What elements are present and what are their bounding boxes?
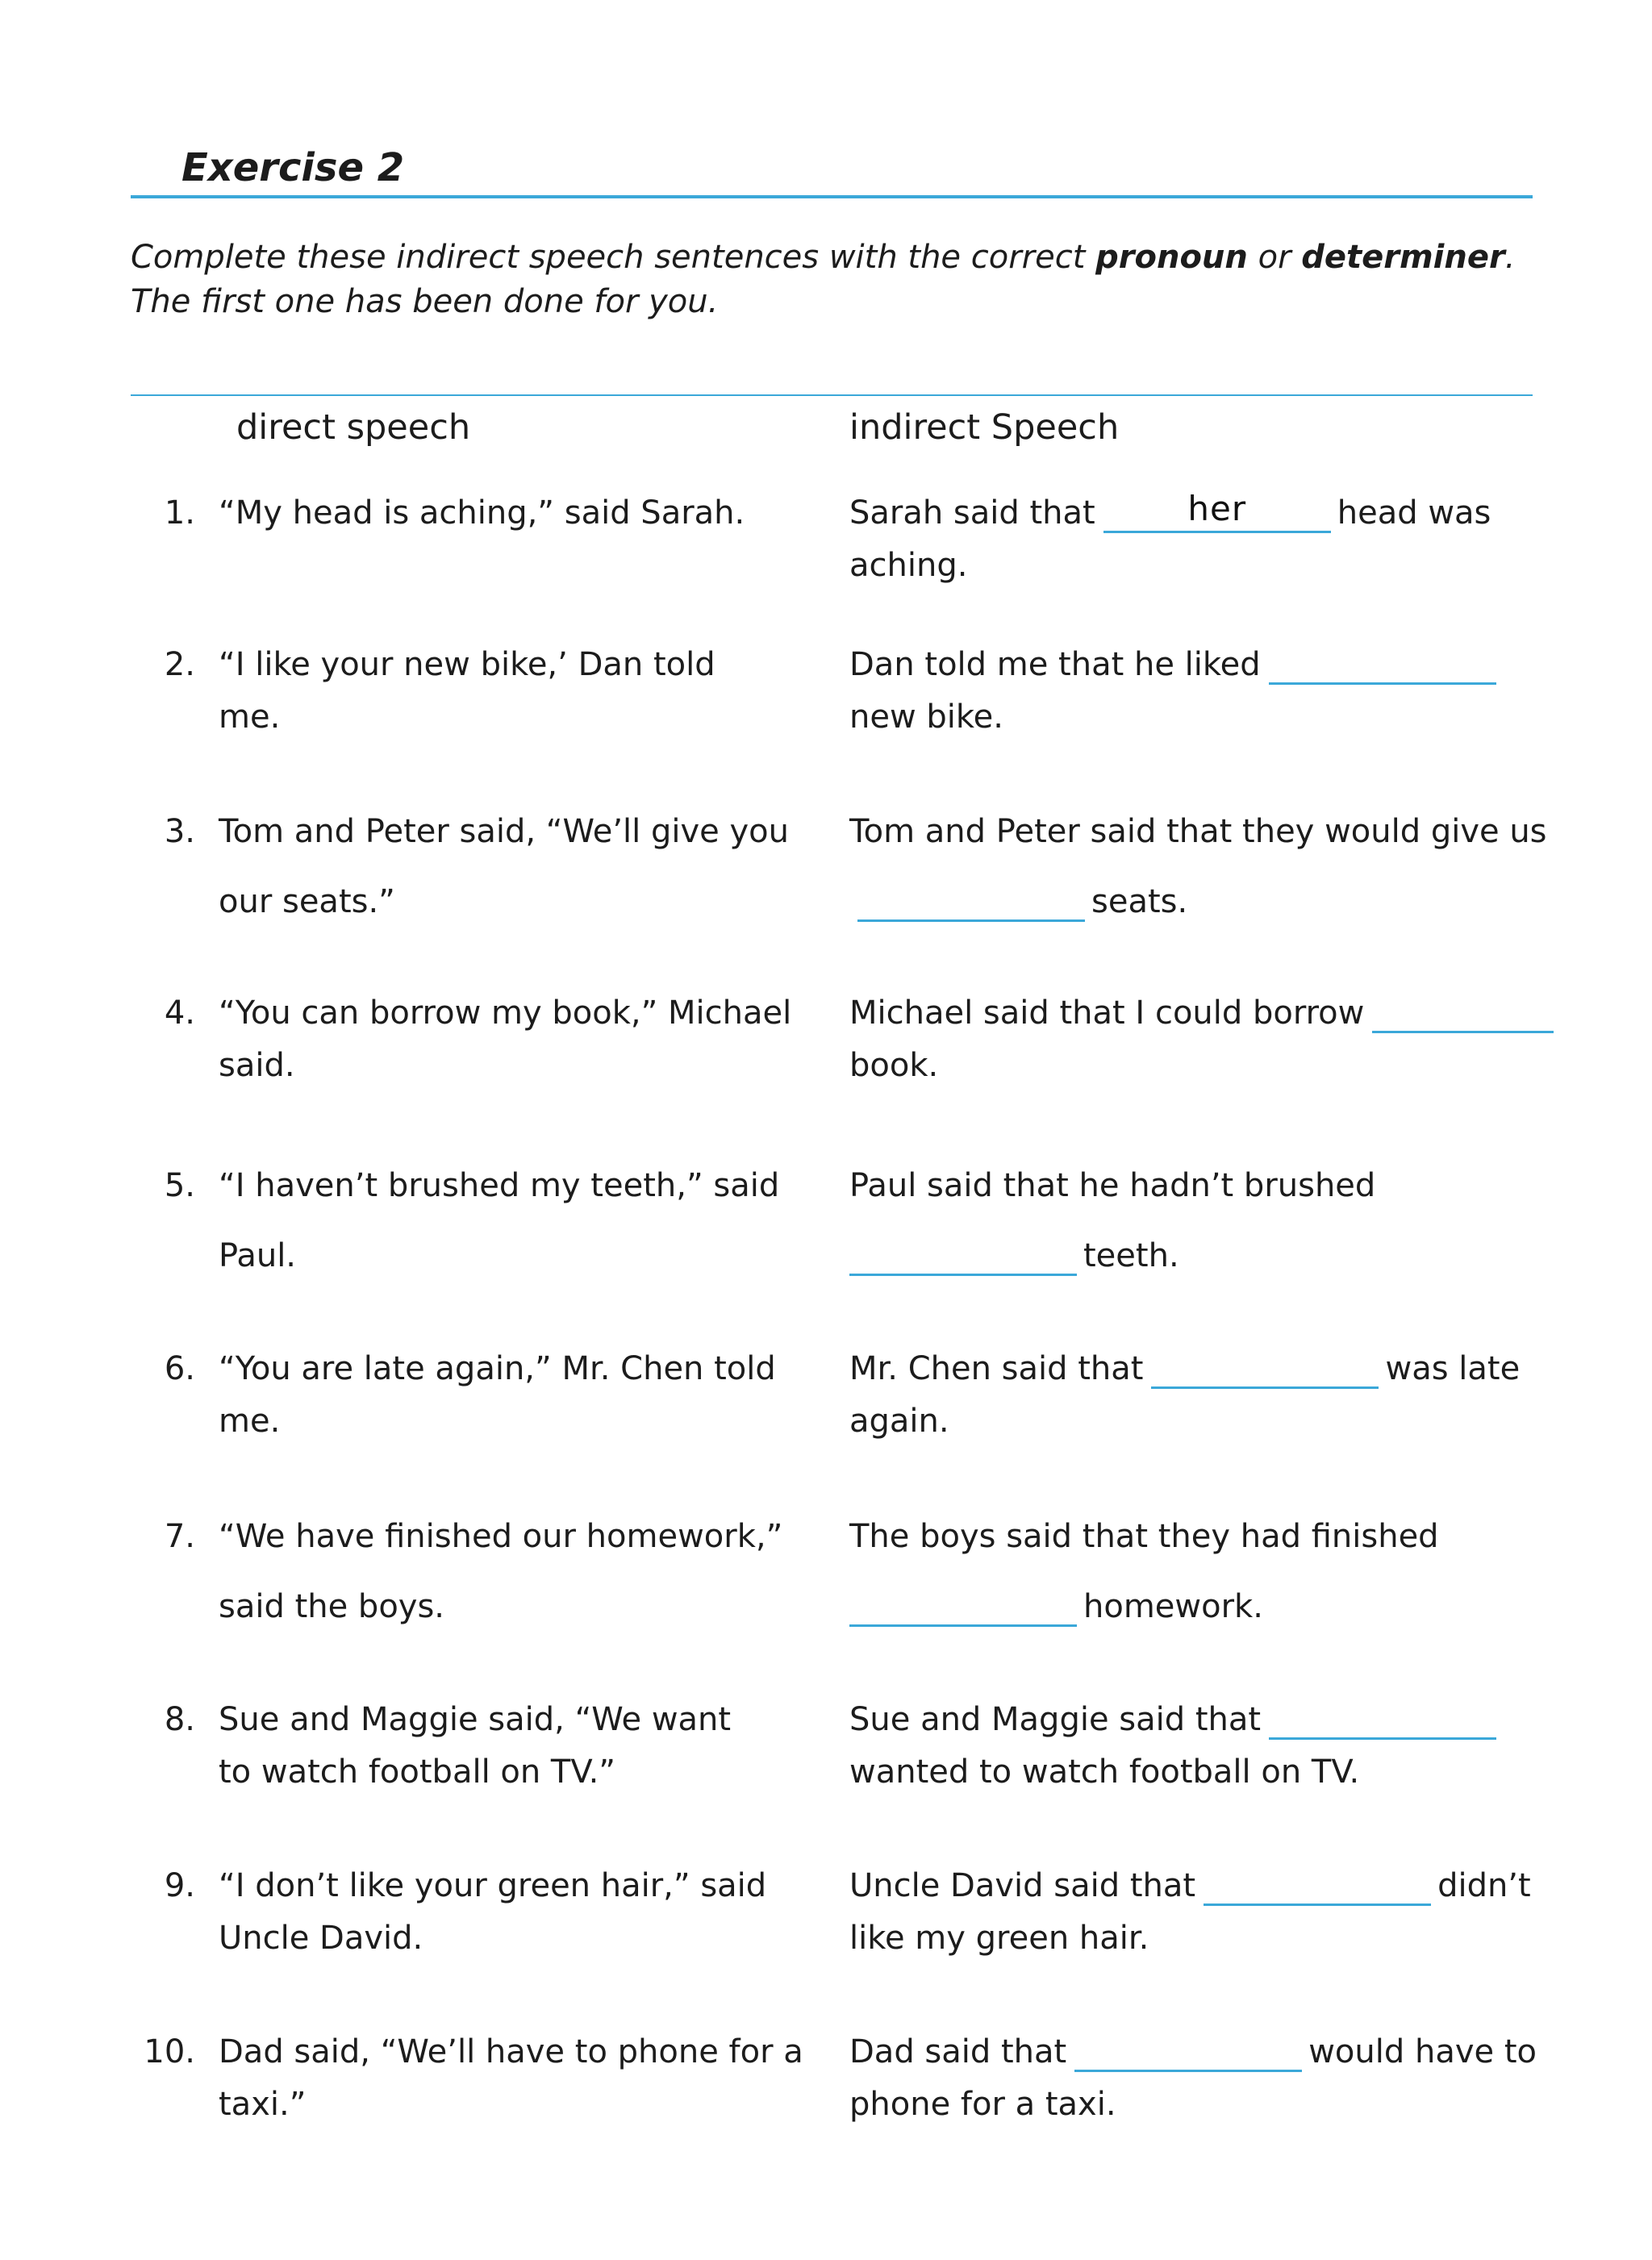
direct-speech: “I haven’t brushed my teeth,” said Paul.: [219, 1167, 780, 1274]
item-number: 5.: [164, 1167, 195, 1204]
instructions-line-2: The first one has been done for you.: [131, 283, 719, 320]
answer-blank[interactable]: [849, 1238, 1077, 1276]
table-rule: [131, 394, 1533, 396]
indirect-speech: The boys said that they had finished homework.: [849, 1518, 1439, 1625]
item-number: 4.: [164, 994, 195, 1032]
answer-blank[interactable]: [1269, 647, 1496, 685]
item-number: 2.: [164, 646, 195, 683]
handwritten-answer: her: [1187, 489, 1247, 528]
instructions-bold-pronoun: pronoun: [1095, 239, 1248, 276]
item-number: 3.: [164, 813, 195, 850]
direct-speech: Dad said, “We’ll have to phone for a taxi.”: [219, 2033, 803, 2123]
answer-blank[interactable]: [1074, 2034, 1302, 2072]
instructions: [131, 236, 1550, 324]
item-number: 9.: [164, 1867, 195, 1904]
direct-speech: “We have finished our homework,” said the boys.: [219, 1518, 783, 1625]
direct-speech: Sue and Maggie said, “We want to watch football on TV.”: [219, 1701, 732, 1791]
direct-speech: “You are late again,” Mr. Chen told me.: [219, 1350, 776, 1440]
item-number: 1.: [164, 494, 195, 532]
direct-speech: “You can borrow my book,” Michael said.: [219, 994, 792, 1084]
instructions-bold-determiner: determiner: [1301, 239, 1505, 276]
column-header-indirect: indirect Speech: [849, 407, 1120, 448]
item-number: 10.: [144, 2033, 195, 2070]
answer-blank[interactable]: [1103, 489, 1331, 533]
answer-blank[interactable]: [1372, 995, 1554, 1033]
answer-blank[interactable]: [1151, 1351, 1379, 1389]
direct-speech: Tom and Peter said, “We’ll give you our seats.”: [219, 813, 789, 920]
direct-speech: “I don’t like your green hair,” said Uncle David.: [219, 1867, 767, 1957]
title-rule: [131, 195, 1533, 198]
column-header-direct: direct speech: [236, 407, 471, 448]
indirect-speech: Michael said that I could borrow book.: [849, 987, 1559, 1092]
item-number: 6.: [164, 1350, 195, 1387]
answer-blank[interactable]: [857, 884, 1085, 922]
item-number: 7.: [164, 1518, 195, 1555]
indirect-speech: Dan told me that he liked new bike.: [849, 639, 1559, 744]
indirect-speech: Sue and Maggie said that wanted to watch football on TV.: [849, 1694, 1559, 1799]
instructions-line-1: Complete these indirect speech sentences with the correct pronoun or determiner.: [131, 239, 1516, 276]
exercise-title: Exercise 2: [181, 145, 405, 190]
indirect-speech: Tom and Peter said that they would give us seats.: [849, 813, 1547, 920]
indirect-speech: Sarah said that her head was aching.: [849, 487, 1559, 592]
indirect-speech: Uncle David said that didn’t like my green hair.: [849, 1867, 1531, 1957]
direct-speech: “I like your new bike,’ Dan told me.: [219, 646, 715, 736]
indirect-speech: Dad said that would have to phone for a taxi.: [849, 2033, 1537, 2123]
indirect-speech: Mr. Chen said that was late again.: [849, 1350, 1521, 1440]
item-number: 8.: [164, 1701, 195, 1738]
indirect-speech: Paul said that he hadn’t brushed teeth.: [849, 1167, 1376, 1274]
answer-blank[interactable]: [849, 1589, 1077, 1627]
direct-speech: “My head is aching,” said Sarah.: [219, 494, 745, 532]
answer-blank[interactable]: [1269, 1702, 1496, 1740]
answer-blank[interactable]: [1204, 1868, 1431, 1906]
